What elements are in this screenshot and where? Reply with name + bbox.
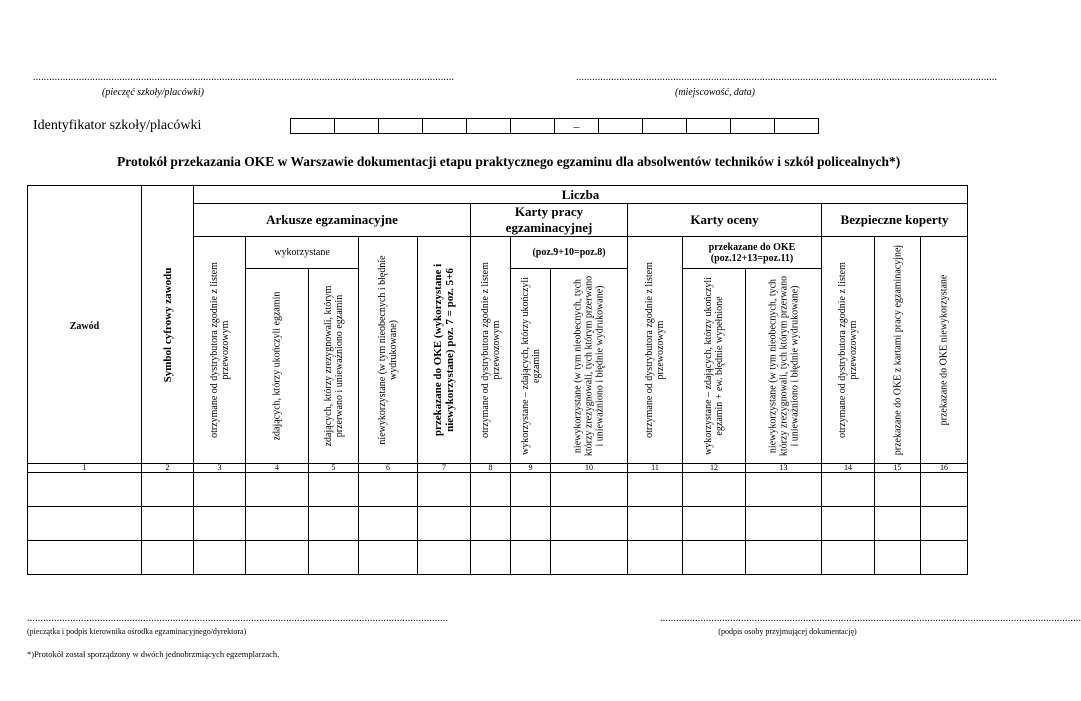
receiver-signature-line: ............................................................................................................................................................ <box>660 613 1081 624</box>
col-14-header: otrzymane od dystrybutora zgodnie z listem przewozowym <box>822 237 875 464</box>
col-5-header: zdających, którzy zrezygnowali, którym przerwano i unieważniono egzamin <box>309 269 359 464</box>
col-15-header: przekazane do OKE z kartami pracy egzaminacyjnej <box>875 237 921 464</box>
table-cell[interactable] <box>551 507 628 541</box>
table-cell[interactable] <box>683 541 746 575</box>
footnote: *)Protokół został sporządzony w dwóch jednobrzmiących egzemplarzach. <box>27 649 280 659</box>
table-cell[interactable] <box>822 541 875 575</box>
table-cell[interactable] <box>418 507 471 541</box>
column-number: 9 <box>511 464 551 473</box>
table-cell[interactable] <box>309 507 359 541</box>
table-cell[interactable] <box>418 541 471 575</box>
header-liczba: Liczba <box>194 186 968 204</box>
table-cell[interactable] <box>628 507 683 541</box>
group-koperty: Bezpieczne koperty <box>822 204 968 237</box>
id-box[interactable] <box>378 118 423 134</box>
table-cell[interactable] <box>309 541 359 575</box>
table-cell[interactable] <box>246 541 309 575</box>
table-row <box>28 473 968 507</box>
column-number: 2 <box>142 464 194 473</box>
table-cell[interactable] <box>471 541 511 575</box>
column-number: 11 <box>628 464 683 473</box>
table-cell[interactable] <box>551 541 628 575</box>
table-cell[interactable] <box>142 473 194 507</box>
id-box[interactable] <box>334 118 379 134</box>
table-cell[interactable] <box>628 473 683 507</box>
document-title: Protokół przekazania OKE w Warszawie dokumentacji etapu praktycznego egzaminu dla absolwentów techników i szkół policealnych*) <box>117 154 901 169</box>
col-8-header: otrzymane od dystrybutora zgodnie z listem przewozowym <box>471 237 511 464</box>
header-symbol: Symbol cyfrowy zawodu <box>142 186 194 464</box>
column-number: 5 <box>309 464 359 473</box>
table-cell[interactable] <box>28 541 142 575</box>
id-box[interactable] <box>642 118 687 134</box>
table-cell[interactable] <box>921 541 968 575</box>
col-7-header: przekazane do OKE (wykorzystane i niewykorzystane) poz. 7 = poz. 5+6 <box>418 237 471 464</box>
table-cell[interactable] <box>418 473 471 507</box>
table-cell[interactable] <box>511 507 551 541</box>
id-box[interactable] <box>422 118 467 134</box>
table-cell[interactable] <box>309 473 359 507</box>
col-11-header: otrzymane od dystrybutora zgodnie z listem przewozowym <box>628 237 683 464</box>
col-6-header: niewykorzystane (w tym nieobecnych i błędnie wydrukowane) <box>359 237 418 464</box>
column-number: 15 <box>875 464 921 473</box>
col-9-header: wykorzystane – zdających, którzy ukończyli egzamin <box>511 269 551 464</box>
table-cell[interactable] <box>471 473 511 507</box>
table-row <box>28 541 968 575</box>
table-cell[interactable] <box>471 507 511 541</box>
table-cell[interactable] <box>875 507 921 541</box>
column-number: 12 <box>683 464 746 473</box>
table-cell[interactable] <box>194 473 246 507</box>
id-box[interactable] <box>466 118 511 134</box>
sub-karty-pracy-formula: (poz.9+10=poz.8) <box>511 237 628 269</box>
column-number: 10 <box>551 464 628 473</box>
table-cell[interactable] <box>359 541 418 575</box>
id-box[interactable] <box>510 118 555 134</box>
protocol-table <box>27 185 968 575</box>
table-cell[interactable] <box>246 507 309 541</box>
id-box[interactable] <box>730 118 775 134</box>
column-number: 8 <box>471 464 511 473</box>
manager-signature-caption: (pieczątka i podpis kierownika ośrodka egzaminacyjnego/dyrektora) <box>27 627 247 636</box>
table-cell[interactable] <box>683 507 746 541</box>
column-number: 1 <box>28 464 142 473</box>
school-stamp-line: ............................................................................................................................................................ <box>33 72 455 83</box>
table-cell[interactable] <box>875 541 921 575</box>
table-cell[interactable] <box>822 473 875 507</box>
id-box[interactable] <box>686 118 731 134</box>
col-13-header: niewykorzystane (w tym nieobecnych, tych którzy zrezygnowali, tych którym przerwano i unieważniono i błędnie wydrukowane) <box>746 269 822 464</box>
id-box[interactable] <box>290 118 335 134</box>
school-identifier-boxes <box>290 118 819 134</box>
sub-wykorzystane: wykorzystane <box>246 237 359 269</box>
table-cell[interactable] <box>28 507 142 541</box>
id-box[interactable] <box>774 118 819 134</box>
table-cell[interactable] <box>142 541 194 575</box>
col-4-header: zdających, którzy ukończyli egzamin <box>246 269 309 464</box>
column-number: 16 <box>921 464 968 473</box>
table-cell[interactable] <box>511 473 551 507</box>
table-cell[interactable] <box>875 473 921 507</box>
column-number: 7 <box>418 464 471 473</box>
table-cell[interactable] <box>194 541 246 575</box>
table-cell[interactable] <box>683 473 746 507</box>
table-cell[interactable] <box>628 541 683 575</box>
table-cell[interactable] <box>746 541 822 575</box>
table-cell[interactable] <box>359 473 418 507</box>
manager-signature-line: ............................................................................................................................................................ <box>27 613 449 624</box>
table-cell[interactable] <box>822 507 875 541</box>
table-cell[interactable] <box>921 507 968 541</box>
table-cell[interactable] <box>194 507 246 541</box>
column-numbers-row <box>28 464 968 473</box>
table-cell[interactable] <box>28 473 142 507</box>
table-cell[interactable] <box>142 507 194 541</box>
group-karty-oceny: Karty oceny <box>628 204 822 237</box>
column-number: 4 <box>246 464 309 473</box>
table-cell[interactable] <box>746 473 822 507</box>
table-cell[interactable] <box>511 541 551 575</box>
table-cell[interactable] <box>359 507 418 541</box>
place-date-caption: (miejscowość, data) <box>675 87 755 98</box>
school-stamp-caption: (pieczęć szkoły/placówki) <box>102 87 204 98</box>
column-number: 3 <box>194 464 246 473</box>
place-date-line: ............................................................................................................................................................ <box>576 72 998 83</box>
table-cell[interactable] <box>921 473 968 507</box>
col-10-header: niewykorzystane (w tym nieobecnych, tych którzy zrezygnowali, tych którym przerwano i unieważniono i błędnie wydrukowane) <box>551 269 628 464</box>
header-zawod: Zawód <box>28 186 142 464</box>
column-number: 13 <box>746 464 822 473</box>
col-16-header: przekazane do OKE niewykorzystane <box>921 237 968 464</box>
column-number: 6 <box>359 464 418 473</box>
school-identifier-label: Identyfikator szkoły/placówki <box>33 118 202 133</box>
id-box[interactable] <box>598 118 643 134</box>
sub-przekazane-do-oke: przekazane do OKE (poz.12+13=poz.11) <box>683 237 822 269</box>
column-number: 14 <box>822 464 875 473</box>
group-arkusze: Arkusze egzaminacyjne <box>194 204 471 237</box>
table-cell[interactable] <box>746 507 822 541</box>
col-12-header: wykorzystane – zdających, którzy ukończyli egzamin + ew. błędnie wypełnione <box>683 269 746 464</box>
id-separator-box: – <box>554 118 599 134</box>
table-cell[interactable] <box>246 473 309 507</box>
col-3-header: otrzymane od dystrybutora zgodnie z listem przewozowym <box>194 237 246 464</box>
receiver-signature-caption: (podpis osoby przyjmującej dokumentację) <box>718 627 857 636</box>
group-karty-pracy: Karty pracy egzaminacyjnej <box>471 204 628 237</box>
table-cell[interactable] <box>551 473 628 507</box>
table-row <box>28 507 968 541</box>
